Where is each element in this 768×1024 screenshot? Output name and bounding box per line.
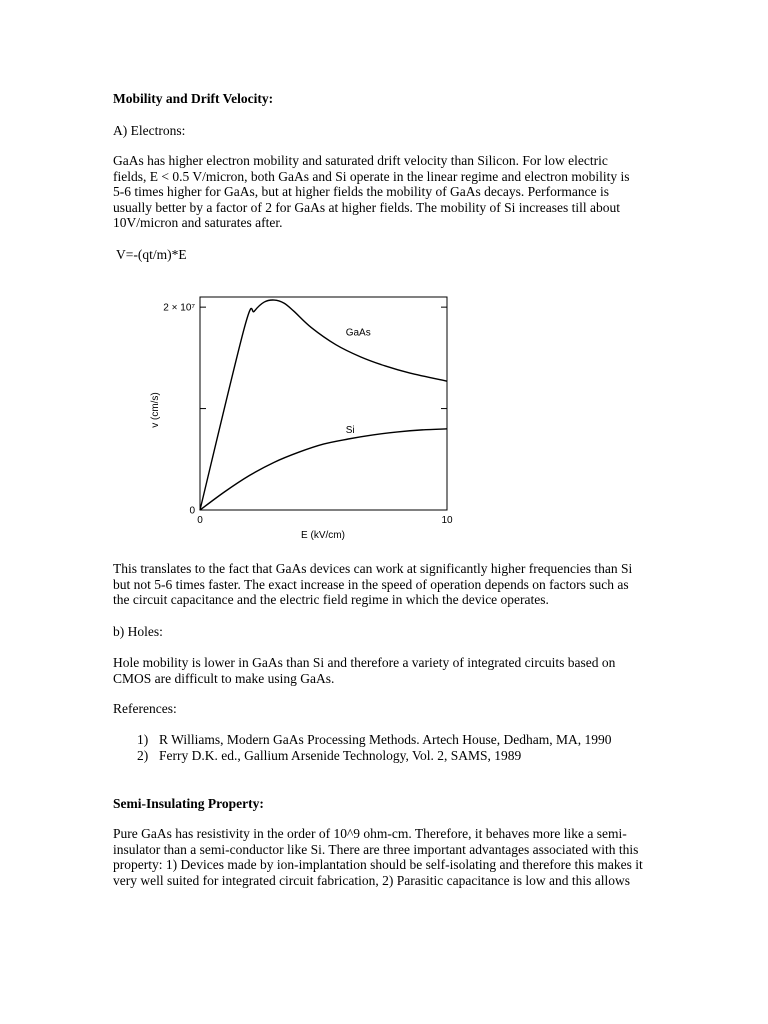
text-line: CMOS are difficult to make using GaAs. [113,670,335,686]
text-line: GaAs has higher electron mobility and saturated drift velocity than Silicon. For low electric [113,153,608,168]
plot-frame [200,297,447,510]
references-label: References: [113,701,177,716]
reference-item [137,732,657,748]
text-line: usually better by a factor of 2 for GaAs at higher fields. The mobility of Si increases till about [113,199,620,215]
text-line: but not 5-6 times faster. The exact increase in the speed of operation depends on factors such as [113,576,629,592]
text-line: This translates to the fact that GaAs devices can work at significantly higher frequencies than Si [113,561,633,576]
y-axis-label: v (cm/s) [150,392,161,428]
series-line-gaas [200,300,447,510]
subheading-electrons: A) Electrons: [113,123,186,138]
x-tick-label: 10 [441,515,453,526]
text-line: the circuit capacitance and the electric field regime in which the device operates. [113,592,549,608]
subheading-holes: b) Holes: [113,624,163,639]
text-line: fields, E < 0.5 V/micron, both GaAs and Si operate in the linear regime and electron mobility is [113,168,630,184]
paragraph-electron-mobility [113,153,633,231]
text-line: 5-6 times higher for GaAs, but at higher fields the mobility of GaAs decays. Performance is [113,184,609,200]
paragraph-semi-insulating [113,826,643,888]
reference-item [137,748,657,764]
paragraph-frequency [113,561,633,608]
section-heading-mobility: Mobility and Drift Velocity: [113,91,274,106]
y-tick-label: 0 [189,505,195,517]
series-line-si [200,429,447,510]
text-line: very well suited for integrated circuit fabrication, 2) Parasitic capacitance is low and this allows [113,872,630,888]
reference-number: 2) [137,747,149,763]
reference-text: Ferry D.K. ed., Gallium Arsenide Technology, Vol. 2, SAMS, 1989 [159,747,522,763]
reference-text: R Williams, Modern GaAs Processing Methods. Artech House, Dedham, MA, 1990 [159,732,612,747]
velocity-field-chart [140,290,460,545]
text-line: Hole mobility is lower in GaAs than Si and therefore a variety of integrated circuits based on [113,655,616,670]
references-list [137,732,657,763]
section-heading-semi-insulating: Semi-Insulating Property: [113,796,264,811]
x-axis-label: E (kV/cm) [301,530,345,541]
text-line: Pure GaAs has resistivity in the order of 10^9 ohm-cm. Therefore, it behaves more like a semi- [113,826,627,841]
text-line: insulator than a semi-conductor like Si. There are three important advantages associated with this [113,841,639,857]
x-tick-label: 0 [197,515,203,526]
reference-number: 1) [137,732,149,747]
text-line: 10V/micron and saturates after. [113,215,283,231]
velocity-formula: V=-(qt/m)*E [116,247,187,262]
series-label-gaas: GaAs [345,327,371,339]
y-tick-label: 2 × 10⁷ [163,302,195,314]
series-label-si: Si [345,424,355,436]
paragraph-hole-mobility [113,655,633,686]
text-line: property: 1) Devices made by ion-implantation should be self-isolating and therefore this makes it [113,857,643,873]
